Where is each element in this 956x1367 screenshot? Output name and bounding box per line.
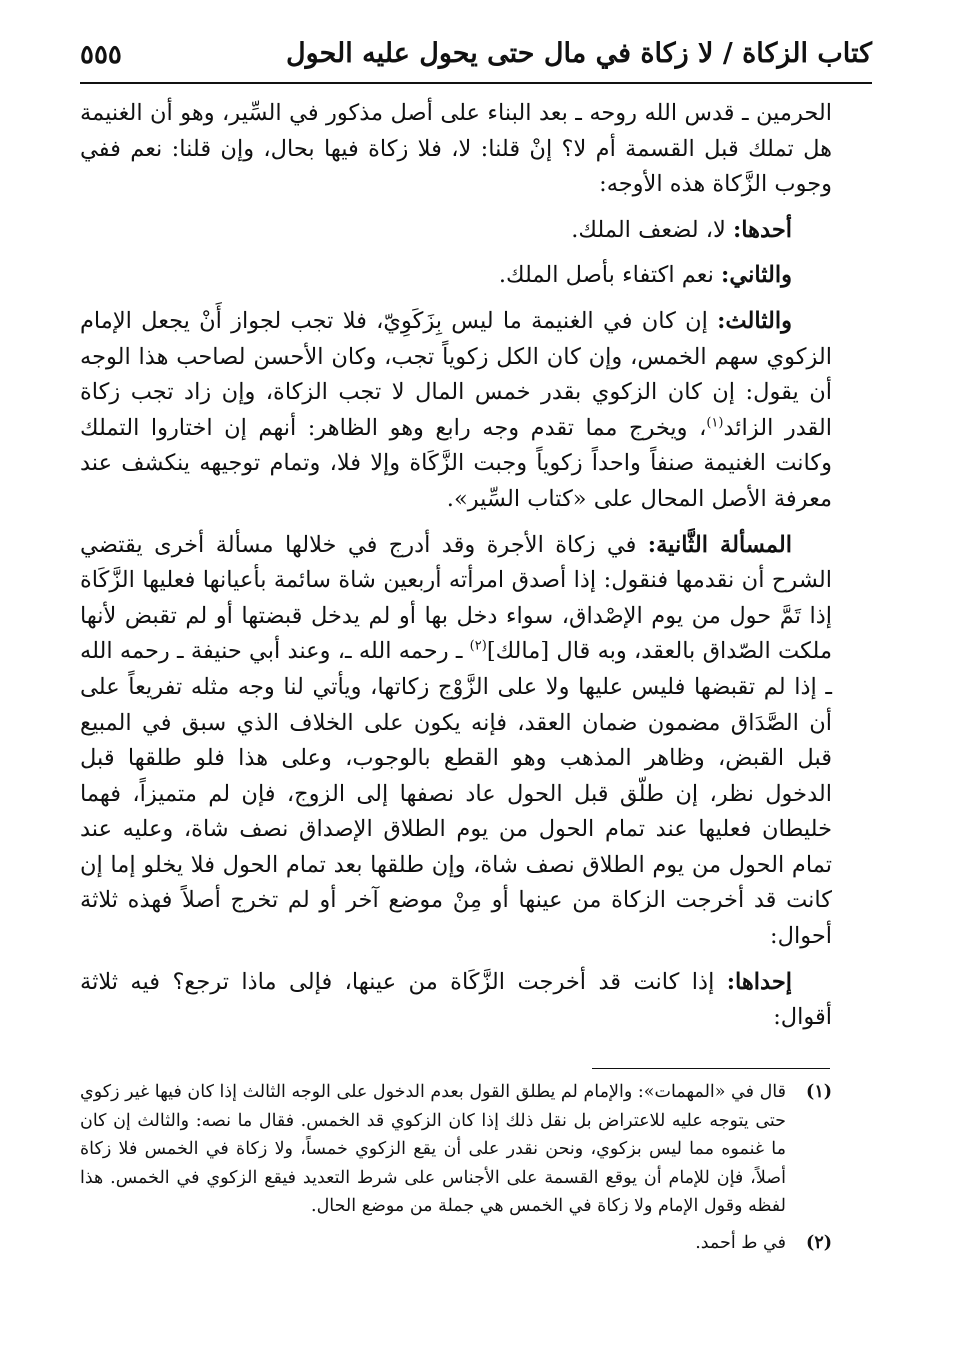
paragraph-text: لا، لضعف الملك.	[571, 216, 733, 243]
running-header	[80, 30, 872, 84]
footnote-text: في ط أحمد.	[695, 1232, 786, 1253]
header-title: كتاب الزكاة / لا زكاة في مال حتى يحول عليه الحول	[286, 38, 872, 69]
main-text	[80, 96, 832, 1046]
paragraph-text-continued: ـ رحمه الله ـ، وعند أبي حنيفة ـ رحمه الله ـ إذا لم تقبضها فليس عليها ولا على الزَّوْج زكاتها، ويأتي لنا وجه مثله تفريعاً على أن الصَّدَاق مضمون ضمان العقد، فإنه يكون على الخلاف الذي سبق في المبيع قبل القبض، وظاهر المذهب وهو القطع بالوجوب، وعلى هذا فلو طلقها قبل الدخول نظر، إن طلّق قبل الحول عاد نصفها إلى الزوج، فإن لم متميزاً، فهما خليطان فعليها عند تمام الحول من يوم الطلاق الإصداق نصف شاة، وعليه عند تمام الحول من يوم الطلاق نصف شاة، وإن طلقها بعد تمام الحول فلا يخلو إما إن كانت قد أخرجت الزكاة من عينها أو مِنْ موضع آخر أو لم تخرج أصلاً فهذه ثلاثة أحوال:	[80, 638, 832, 950]
paragraph	[80, 96, 832, 203]
paragraph-text: الحرمين ـ قدس الله روحه ـ بعد البناء على أصل مذكور في السِّير، وهو أن الغنيمة هل تملك قبل القسمة أم لا؟ إنْ قلنا: لا، فلا زكاة فيها بحال، وإن قلنا: نعم ففي وجوب الزَّكاة هذه الأوجه:	[80, 100, 832, 198]
paragraph-text: إن كان في الغنيمة ما ليس بِزَكَوِيّ، فلا تجب لجواز أَنْ يجعل الإمام الزكوي سهم الخمس، وإن كان الكل زكوياً تجب، وكان الأحسن لصاحب هذا الوجه أن يقول: إن كان الزكوي بقدر خمس المال لا تجب الزكاة، وإن زاد تجب زكاة القدر الزائد	[80, 307, 832, 441]
paragraph	[80, 258, 832, 294]
footnote-text: قال في «المهمات»: والإمام لم يطلق القول بعدم الدخول على الوجه الثالث إذا كان فيها غير زكوي حتى يتوجه عليه للاعتراض بل نقل ذلك إذا كان الزكوي قد الخمس. فقال ما نصه: والثالث إن كان ما غنموه مما ليس بزكوي، ونحن نقدر على أن يقع الزكوي خمساً، ولا زكاة في الخمس فلا زكاة أصلاً، فإن للإمام أن يوقع القسمة على الأجناس على شرط التعديد فيقع الزكوي في الخمس. هذا لفظه وقول الإمام ولا زكاة في الخمس هي جملة من موضع الحال.	[80, 1082, 786, 1216]
paragraph-lead: المسألة الثَّانية:	[647, 531, 792, 558]
paragraph	[80, 304, 832, 518]
paragraph-lead: والثاني:	[721, 262, 792, 289]
paragraph-text: في زكاة الأجرة وقد أدرج في خلالها مسألة أخرى يقتضي الشرح أن نقدمها فنقول: إذا أصدق امرأته أربعين شاة سائمة بأعيانها فعليها الزَّكَاة إذا تَمَّ حول من يوم الإصْداق، سواء دخل بها أو لم يدخل قبضتها أو لم تقبض لأنها ملكت الصّداق بالعقد، وبه قال [مالك]	[80, 531, 832, 665]
paragraph	[80, 965, 832, 1036]
footnote-divider	[592, 1068, 830, 1069]
paragraph-text: نعم اكتفاء بأصل الملك.	[498, 262, 722, 289]
paragraph	[80, 528, 832, 955]
paragraph-lead: أحدها:	[733, 216, 792, 243]
paragraph	[80, 213, 832, 249]
paragraph-lead: إحداها:	[726, 968, 792, 995]
paragraph-text-continued: ، ويخرج مما تقدم وجه رابع وهو الظاهر: أنهم إن اختاروا التملك وكانت الغنيمة صنفاً واحداً زكوياً وجبت الزَّكَاة وإلا فلا، وتمام توجيهه ينكشف عند معرفة الأصل المحال على «كتاب السِّير».	[80, 414, 832, 512]
footnote-reference[interactable]: (٢)	[469, 638, 487, 654]
footnote	[80, 1078, 832, 1221]
page-number: ٥٥٥	[80, 40, 122, 70]
footnote-number: (٢)	[806, 1232, 832, 1253]
paragraph-text: إذا كانت قد أخرجت الزَّكَاة من عينها، فإلى ماذا ترجع؟ فيه ثلاثة أقوال:	[80, 968, 832, 1031]
footnote-number: (١)	[806, 1082, 832, 1102]
footnote	[80, 1229, 832, 1258]
footnotes	[80, 1078, 832, 1265]
footnote-reference[interactable]: (١)	[706, 415, 724, 431]
paragraph-lead: والثالث:	[717, 307, 792, 334]
